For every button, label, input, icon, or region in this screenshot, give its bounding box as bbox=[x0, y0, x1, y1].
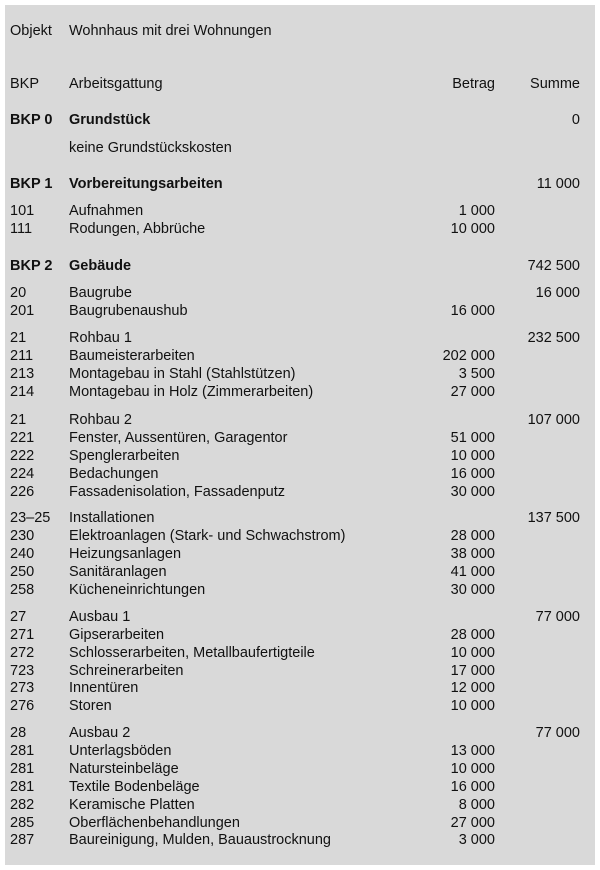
section-code: BKP 2 bbox=[10, 258, 53, 274]
item-row bbox=[5, 447, 595, 465]
item-amount: 3 500 bbox=[458, 366, 495, 382]
item-label: Schreinerarbeiten bbox=[69, 663, 184, 679]
item-code: 281 bbox=[10, 743, 35, 759]
item-row bbox=[5, 831, 595, 849]
group-row bbox=[5, 411, 595, 429]
cost-table bbox=[5, 5, 595, 865]
item-label: Fenster, Aussentüren, Garagentor bbox=[69, 430, 288, 446]
item-amount: 41 000 bbox=[450, 564, 495, 580]
section-sum: 0 bbox=[571, 112, 580, 128]
item-label: Montagebau in Stahl (Stahlstützen) bbox=[69, 366, 296, 382]
item-code: 273 bbox=[10, 680, 35, 696]
group-sum: 77 000 bbox=[535, 725, 580, 741]
item-row bbox=[5, 778, 595, 796]
header-bkp: BKP bbox=[10, 76, 40, 92]
item-code: 221 bbox=[10, 430, 35, 446]
item-label: Natursteinbeläge bbox=[69, 761, 179, 777]
item-label: Schlosserarbeiten, Metallbaufertigteile bbox=[69, 645, 315, 661]
item-label: Gipserarbeiten bbox=[69, 627, 165, 643]
item-code: 258 bbox=[10, 582, 35, 598]
item-label: Textile Bodenbeläge bbox=[69, 779, 200, 795]
group-title: Baugrube bbox=[69, 285, 132, 301]
section-row-bkp1 bbox=[5, 175, 595, 193]
item-row bbox=[5, 581, 595, 599]
item-label: Elektroanlagen (Stark- und Schwachstrom) bbox=[69, 528, 346, 544]
item-amount: 17 000 bbox=[450, 663, 495, 679]
group-row bbox=[5, 284, 595, 302]
section-row-bkp0 bbox=[5, 111, 595, 129]
item-row bbox=[5, 626, 595, 644]
item-amount: 10 000 bbox=[450, 761, 495, 777]
section-title: Gebäude bbox=[69, 258, 132, 274]
item-amount: 16 000 bbox=[450, 303, 495, 319]
group-code: 27 bbox=[10, 609, 27, 625]
section-sum: 11 000 bbox=[536, 176, 580, 192]
group-sum: 16 000 bbox=[535, 285, 580, 301]
item-row bbox=[5, 742, 595, 760]
item-code: 287 bbox=[10, 832, 35, 848]
item-label: Spenglerarbeiten bbox=[69, 448, 180, 464]
item-amount: 27 000 bbox=[450, 815, 495, 831]
item-code: 285 bbox=[10, 815, 35, 831]
item-row bbox=[5, 796, 595, 814]
item-label: Aufnahmen bbox=[69, 203, 144, 219]
item-label: Bedachungen bbox=[69, 466, 159, 482]
object-value: Wohnhaus mit drei Wohnungen bbox=[69, 23, 272, 39]
item-row bbox=[5, 347, 595, 365]
group-title: Rohbau 2 bbox=[69, 412, 132, 428]
item-row bbox=[5, 465, 595, 483]
group-row bbox=[5, 608, 595, 626]
header-betrag: Betrag bbox=[452, 76, 495, 92]
item-code: 271 bbox=[10, 627, 35, 643]
item-amount: 3 000 bbox=[458, 832, 495, 848]
item-row bbox=[5, 760, 595, 778]
item-amount: 30 000 bbox=[450, 484, 495, 500]
item-label: Oberflächenbehandlungen bbox=[69, 815, 240, 831]
item-code: 222 bbox=[10, 448, 35, 464]
item-code: 201 bbox=[10, 303, 35, 319]
item-amount: 10 000 bbox=[450, 448, 495, 464]
item-label: Baureinigung, Mulden, Bauaustrocknung bbox=[69, 832, 331, 848]
group-sum: 107 000 bbox=[527, 412, 580, 428]
group-sum: 137 500 bbox=[527, 510, 580, 526]
header-summe: Summe bbox=[530, 76, 580, 92]
item-amount: 28 000 bbox=[450, 528, 495, 544]
note-row bbox=[5, 139, 595, 157]
item-amount: 10 000 bbox=[450, 221, 495, 237]
group-code: 21 bbox=[10, 330, 27, 346]
object-row bbox=[5, 22, 595, 40]
item-code: 213 bbox=[10, 366, 35, 382]
item-row bbox=[5, 644, 595, 662]
section-title: Vorbereitungsarbeiten bbox=[69, 176, 223, 192]
item-code: 101 bbox=[10, 203, 35, 219]
item-code: 250 bbox=[10, 564, 35, 580]
item-row bbox=[5, 814, 595, 832]
item-row bbox=[5, 527, 595, 545]
item-amount: 202 000 bbox=[442, 348, 495, 364]
header-arbeitsgattung: Arbeitsgattung bbox=[69, 76, 163, 92]
section-code: BKP 1 bbox=[10, 176, 53, 192]
item-amount: 12 000 bbox=[450, 680, 495, 696]
item-code: 272 bbox=[10, 645, 35, 661]
group-title: Ausbau 1 bbox=[69, 609, 131, 625]
group-title: Ausbau 2 bbox=[69, 725, 131, 741]
item-label: Storen bbox=[69, 698, 112, 714]
item-label: Baumeisterarbeiten bbox=[69, 348, 195, 364]
group-row bbox=[5, 329, 595, 347]
group-title: Rohbau 1 bbox=[69, 330, 132, 346]
item-row bbox=[5, 302, 595, 320]
group-code: 28 bbox=[10, 725, 27, 741]
group-sum: 232 500 bbox=[527, 330, 580, 346]
item-amount: 38 000 bbox=[450, 546, 495, 562]
group-sum: 77 000 bbox=[535, 609, 580, 625]
object-label: Objekt bbox=[10, 23, 52, 39]
item-row bbox=[5, 697, 595, 715]
header-row bbox=[5, 75, 595, 93]
item-row bbox=[5, 383, 595, 401]
item-code: 214 bbox=[10, 384, 35, 400]
item-row bbox=[5, 429, 595, 447]
item-row bbox=[5, 220, 595, 238]
item-label: Rodungen, Abbrüche bbox=[69, 221, 206, 237]
item-amount: 10 000 bbox=[450, 698, 495, 714]
note-text: keine Grundstückskosten bbox=[69, 140, 232, 156]
item-row bbox=[5, 365, 595, 383]
section-code: BKP 0 bbox=[10, 112, 53, 128]
item-code: 111 bbox=[10, 221, 33, 237]
item-amount: 28 000 bbox=[450, 627, 495, 643]
item-code: 282 bbox=[10, 797, 35, 813]
item-code: 240 bbox=[10, 546, 35, 562]
section-row-bkp2 bbox=[5, 257, 595, 275]
item-amount: 13 000 bbox=[450, 743, 495, 759]
item-amount: 1 000 bbox=[458, 203, 495, 219]
item-label: Fassadenisolation, Fassadenputz bbox=[69, 484, 286, 500]
item-label: Baugrubenaushub bbox=[69, 303, 188, 319]
item-label: Innentüren bbox=[69, 680, 139, 696]
item-label: Unterlagsböden bbox=[69, 743, 172, 759]
item-label: Montagebau in Holz (Zimmerarbeiten) bbox=[69, 384, 314, 400]
group-code: 23–25 bbox=[10, 510, 51, 526]
item-amount: 8 000 bbox=[458, 797, 495, 813]
item-row bbox=[5, 679, 595, 697]
item-row bbox=[5, 662, 595, 680]
item-amount: 27 000 bbox=[450, 384, 495, 400]
item-label: Keramische Platten bbox=[69, 797, 195, 813]
item-label: Sanitäranlagen bbox=[69, 564, 167, 580]
section-sum: 742 500 bbox=[527, 258, 580, 274]
item-row bbox=[5, 563, 595, 581]
section-title: Grundstück bbox=[69, 112, 151, 128]
item-amount: 16 000 bbox=[450, 466, 495, 482]
item-row bbox=[5, 483, 595, 501]
item-code: 281 bbox=[10, 779, 35, 795]
group-code: 20 bbox=[10, 285, 27, 301]
group-code: 21 bbox=[10, 412, 27, 428]
item-label: Kücheneinrichtungen bbox=[69, 582, 206, 598]
item-label: Heizungsanlagen bbox=[69, 546, 182, 562]
group-title: Installationen bbox=[69, 510, 155, 526]
item-amount: 30 000 bbox=[450, 582, 495, 598]
item-amount: 16 000 bbox=[450, 779, 495, 795]
item-code: 226 bbox=[10, 484, 35, 500]
item-amount: 51 000 bbox=[450, 430, 495, 446]
group-row bbox=[5, 509, 595, 527]
item-row bbox=[5, 545, 595, 563]
group-row bbox=[5, 724, 595, 742]
item-code: 281 bbox=[10, 761, 35, 777]
item-code: 224 bbox=[10, 466, 35, 482]
item-code: 276 bbox=[10, 698, 35, 714]
item-code: 211 bbox=[10, 348, 34, 364]
item-code: 723 bbox=[10, 663, 35, 679]
item-amount: 10 000 bbox=[450, 645, 495, 661]
item-code: 230 bbox=[10, 528, 35, 544]
item-row bbox=[5, 202, 595, 220]
